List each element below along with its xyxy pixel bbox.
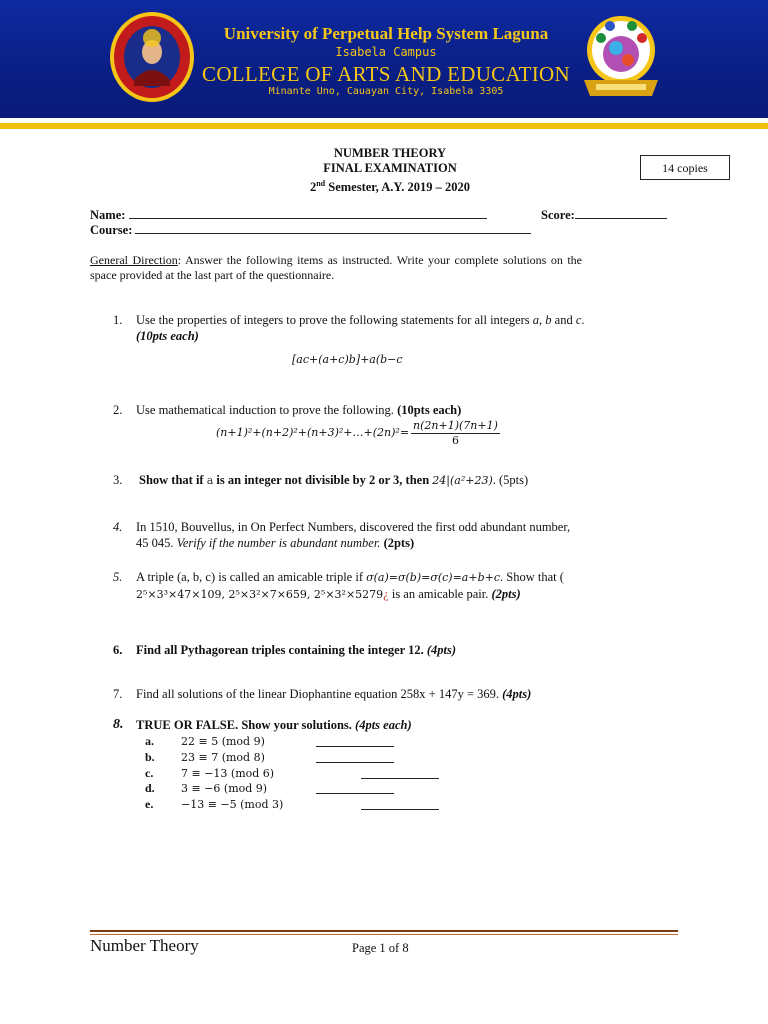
item-1-text — [136, 312, 585, 328]
item-2-points: (10pts each) — [397, 403, 462, 417]
item-8-number: 8. — [113, 717, 124, 732]
tf-answer-blank-b[interactable] — [316, 762, 394, 763]
item-2-formula — [216, 418, 502, 448]
item-5-line2 — [136, 586, 521, 603]
tf-answer-blank-d[interactable] — [316, 793, 394, 794]
item-5-condition: σ(a)=σ(b)=σ(c)=a+b+c — [366, 571, 501, 584]
direction-text: : Answer the following items as instructed. Write your complete solutions on the space provided at the last part of the questionnaire. — [90, 253, 583, 282]
tf-letter-b: b. — [145, 750, 155, 764]
item-6-points: (4pts) — [426, 643, 457, 657]
exam-type: FINAL EXAMINATION — [323, 161, 457, 175]
copies-box: 14 copies — [640, 155, 730, 180]
tf-answer-blank-e[interactable] — [361, 809, 439, 810]
item-4-number-value: 45 045. — [136, 536, 177, 550]
score-label: Score: — [541, 208, 575, 222]
item-7-number: 7. — [113, 687, 123, 701]
tf-expr-a: 22 ≡ 5 (mod 9) — [181, 735, 265, 748]
course-label: Course: — [90, 223, 133, 237]
tf-expr-b: 23 ≡ 7 (mod 8) — [181, 751, 265, 764]
item-5-line1 — [136, 569, 564, 586]
item-1-formula: [ac+(a+c)b]+a(b−c — [292, 353, 403, 366]
item-1-number: 1. — [113, 313, 123, 327]
course-blank[interactable] — [135, 222, 531, 234]
item-6-number: 6. — [113, 643, 123, 657]
item-3-points: . (5pts) — [492, 473, 529, 487]
tf-expr-c: 7 ≡ −13 (mod 6) — [181, 767, 275, 780]
item-2-prompt: Use mathematical induction to prove the following. — [136, 403, 394, 417]
item-5-bad-glyph: ¿ — [383, 587, 389, 601]
item-3-var: a — [206, 474, 214, 487]
item-4-line2 — [136, 535, 414, 551]
item-2-denominator: 6 — [451, 433, 459, 447]
exam-semester — [240, 176, 540, 195]
item-3-formula: 24|(a²+23) — [432, 474, 493, 487]
item-3-text — [139, 472, 528, 489]
name-blank[interactable] — [129, 207, 487, 219]
course-field[interactable] — [90, 222, 531, 238]
campus-name: Isabela Campus — [335, 45, 437, 59]
item-1-period: . — [581, 313, 585, 327]
tf-row-d — [145, 781, 267, 796]
item-6-prompt: Find all Pythagorean triples containing the integer 12. — [136, 643, 424, 657]
university-seal-logo — [108, 10, 196, 104]
item-8-text — [136, 717, 412, 733]
item-4-points: (2pts) — [383, 536, 415, 550]
item-8-prompt: TRUE OR FALSE. Show your solutions. — [136, 718, 352, 732]
item-5-number: 5. — [113, 570, 123, 584]
item-1-and: and — [551, 313, 576, 327]
item-2-text — [136, 402, 461, 418]
item-2-number: 2. — [113, 403, 123, 417]
item-1-prompt: Use the properties of integers to prove the following statements for all integers — [136, 313, 533, 327]
item-5-prompt-a: A triple (a, b, c) is called an amicable triple if — [136, 570, 367, 584]
footer-rule-dark — [90, 930, 678, 932]
item-5-points: (2pts) — [491, 587, 521, 601]
item-2-fraction — [411, 419, 500, 448]
university-name: University of Perpetual Help System Laguna — [223, 24, 549, 43]
item-3-prompt-a: Show that if — [139, 473, 207, 487]
tf-row-a — [145, 734, 265, 749]
semester-text: Semester, A.Y. 2019 – 2020 — [325, 180, 471, 195]
tf-row-b — [145, 750, 265, 765]
semester-suffix: nd — [316, 179, 326, 188]
tf-letter-e: e. — [145, 797, 154, 811]
item-6-text — [136, 642, 456, 658]
name-label: Name: — [90, 208, 126, 222]
college-address: Minante Uno, Cauayan City, Isabela 3305 — [268, 86, 504, 97]
tf-row-c — [145, 766, 274, 781]
tf-answer-blank-a[interactable] — [316, 746, 394, 747]
tf-expr-d: 3 ≡ −6 (mod 9) — [181, 782, 268, 795]
item-4-line1: In 1510, Bouvellus, in On Perfect Numbers, discovered the first odd abundant number, — [136, 520, 571, 534]
item-2-numerator: n(2n+1)(7n+1) — [413, 418, 498, 432]
item-7-points: (4pts) — [502, 687, 532, 701]
tf-row-e — [145, 797, 283, 812]
banner-stripe-gold — [0, 123, 768, 129]
tf-answer-blank-c[interactable] — [361, 778, 439, 779]
item-8-points: (4pts each) — [355, 718, 412, 732]
footer-course-name: Number Theory — [90, 936, 199, 955]
college-emblem-logo — [572, 8, 670, 106]
general-direction — [90, 253, 582, 283]
footer-page-number: Page 1 of 8 — [352, 941, 409, 955]
name-field[interactable] — [90, 207, 487, 223]
tf-letter-d: d. — [145, 781, 155, 795]
score-field[interactable] — [541, 207, 667, 223]
item-3-number: 3. — [113, 473, 123, 487]
footer-rule-light — [90, 934, 678, 935]
item-7-text — [136, 686, 531, 702]
item-1-points: (10pts each) — [136, 329, 199, 343]
exam-subject: NUMBER THEORY — [333, 146, 447, 160]
item-3-prompt-b: is an integer not divisible by 2 or 3, then — [213, 473, 433, 487]
item-5-prompt-b: . Show that ( — [500, 570, 564, 584]
semester-number: 2 — [309, 180, 317, 195]
item-5-prompt-c: is an amicable pair. — [388, 587, 489, 601]
score-blank[interactable] — [575, 207, 667, 219]
item-4-instruction: Verify if the number is abundant number. — [176, 536, 381, 550]
item-1-vars: a, b — [532, 313, 552, 327]
item-1-var-c: c — [575, 313, 582, 327]
item-2-lhs: (n+1)²+(n+2)²+(n+3)²+…+(2n)²= — [216, 426, 410, 439]
item-4-number: 4. — [113, 520, 123, 534]
college-name: COLLEGE OF ARTS AND EDUCATION — [202, 62, 570, 86]
direction-label: General Direction — [90, 253, 178, 267]
tf-expr-e: −13 ≡ −5 (mod 3) — [181, 798, 284, 811]
item-5-triple: 2⁵×3³×47×109, 2⁵×3²×7×659, 2⁵×3²×5279 — [136, 588, 384, 601]
item-7-prompt: Find all solutions of the linear Diophantine equation 258x + 147y = 369. — [136, 687, 500, 701]
tf-letter-c: c. — [145, 766, 154, 780]
tf-letter-a: a. — [145, 734, 154, 748]
